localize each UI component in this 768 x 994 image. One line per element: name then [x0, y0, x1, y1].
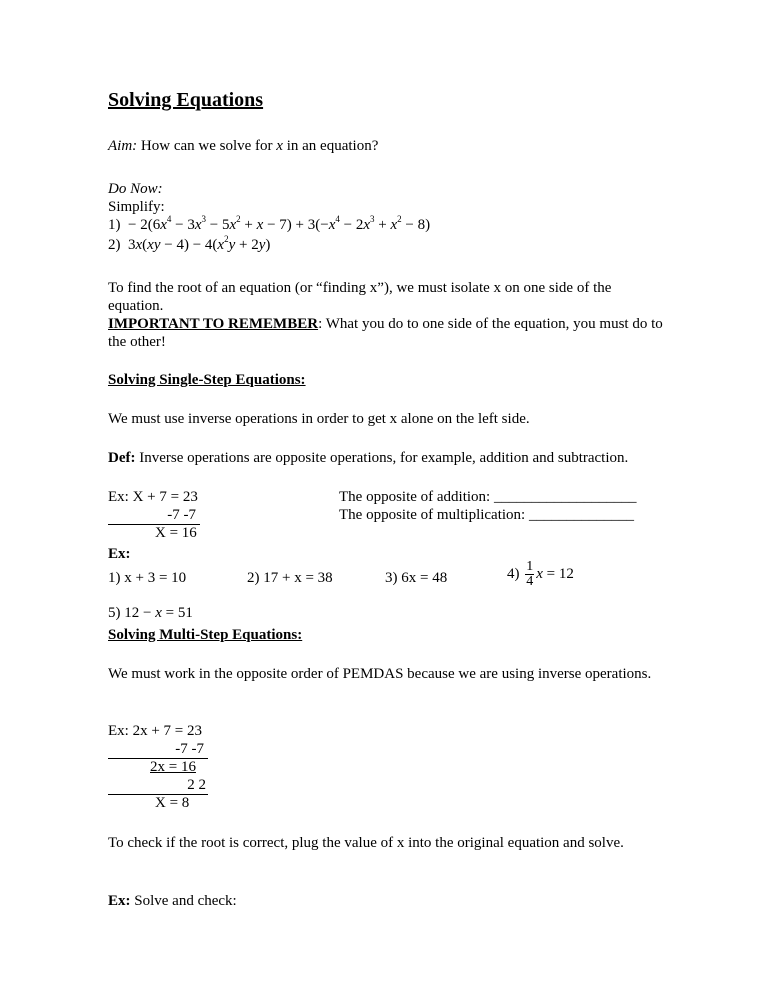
single-example-line3: X = 16: [155, 525, 197, 541]
problem-4-rest: = 12: [546, 565, 574, 582]
problem-5-number: 5): [108, 605, 121, 621]
important-note: [108, 315, 668, 351]
important-label: IMPORTANT TO REMEMBER: [108, 316, 319, 332]
definition: [108, 449, 628, 467]
intro-paragraph: To find the root of an equation (or “finding x”), we must isolate x on one side of the equation.: [108, 280, 612, 314]
multi-example-divide: 2 2: [108, 776, 208, 795]
aim-rest: in an equation?: [282, 138, 379, 154]
single-step-text: We must use inverse operations in order to get x alone on the left side.: [108, 411, 530, 427]
problem-1-number: 1): [108, 217, 121, 233]
single-problem-2: 2) 17 + x = 38: [247, 570, 333, 586]
problem-2-number: 2): [108, 237, 121, 253]
def-label: Def:: [108, 450, 136, 466]
page-title: Solving Equations: [108, 89, 264, 111]
multi-example-line5: X = 8: [155, 795, 190, 811]
single-problem-1: 1) x + 3 = 10: [108, 570, 187, 586]
single-example-line1: Ex: X + 7 = 23: [108, 489, 198, 505]
multi-example-line3: 2x = 16: [150, 759, 196, 775]
fraction-one-fourth: $\frac{1}{4}$: [526, 559, 534, 589]
single-example-subtract: -7 -7: [108, 506, 200, 525]
opposite-multiplication: The opposite of multiplication: ______________: [339, 507, 634, 523]
single-problem-5: 5) 12 − x = 51: [108, 605, 193, 621]
problem-5-rest: = 51: [161, 605, 193, 621]
important-text: : What you do to one side of the equation, you must do to the other!: [108, 316, 663, 350]
do-now-problem-1: $1) - 2(6x^4 - 3x^3 - 5x^2 + x - 7) + 3(-x^4 - 2x^3 + x^2 - 8)$: [108, 214, 431, 233]
problem-4-number: 4): [507, 565, 520, 582]
single-problem-3: 3) 6x = 48: [385, 570, 448, 586]
solve-text: Solve and check:: [130, 893, 237, 909]
aim-var: x: [276, 138, 283, 154]
solve-label: Ex:: [108, 893, 131, 909]
multi-step-heading: Solving Multi-Step Equations:: [108, 627, 303, 643]
single-problem-4: 4) $\frac{1}{4}$ x = 12: [507, 559, 574, 589]
multi-example-line2: [108, 740, 208, 759]
aim-line: [108, 137, 378, 155]
multi-example-line1: Ex: 2x + 7 = 23: [108, 723, 202, 739]
aim-label: Aim:: [108, 138, 138, 154]
do-now-problem-2: 2) $3x(xy - 4) - 4(x^2y + 2y)$: [108, 234, 271, 253]
check-text: To check if the root is correct, plug the value of x into the original equation and solve.: [108, 835, 624, 851]
multi-step-text: We must work in the opposite order of PEMDAS because we are using inverse operations.: [108, 666, 652, 682]
problem-5-expr: 12 −: [124, 605, 156, 621]
def-text: Inverse operations are opposite operations, for example, addition and subtraction.: [135, 450, 629, 466]
opposite-addition: The opposite of addition: ___________________: [339, 489, 637, 505]
multi-example-subtract: -7 -7: [108, 740, 208, 759]
single-example-line2: [108, 506, 200, 525]
simplify-label: Simplify:: [108, 199, 165, 215]
solve-and-check: [108, 892, 237, 910]
multi-example-line4: [108, 776, 208, 795]
do-now-label: Do Now:: [108, 181, 163, 197]
examples-label: Ex:: [108, 546, 131, 562]
single-step-heading: Solving Single-Step Equations:: [108, 372, 306, 388]
aim-text: How can we solve for: [137, 138, 277, 154]
